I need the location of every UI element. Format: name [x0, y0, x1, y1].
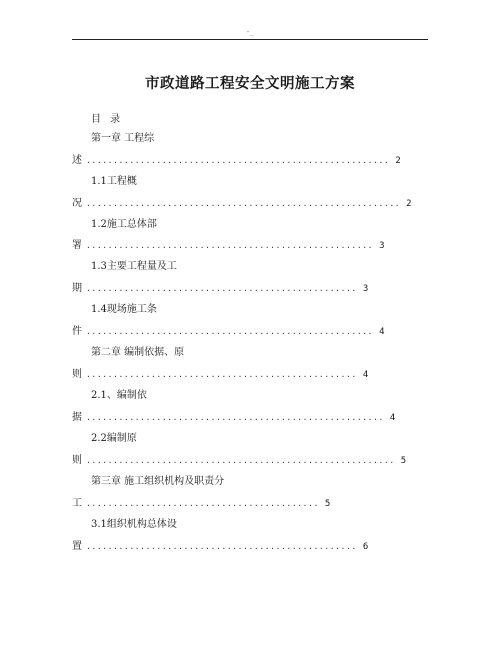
toc-dot-leader: .................................................. — [86, 542, 357, 551]
toc-dot-leader: ..................................................... — [86, 327, 374, 336]
toc-entry-wrap-text: 则 — [72, 455, 82, 466]
toc-page-number: 3 — [362, 284, 369, 294]
toc-entry-wrap-text: 况 — [72, 198, 82, 209]
toc-entry-line[interactable] — [72, 279, 368, 294]
toc-entry-wrap-text: 述 — [72, 155, 82, 166]
toc-entry-title: 第一章 工程综 — [91, 133, 155, 144]
toc-page-number: 4 — [379, 327, 385, 337]
toc-entry-line[interactable] — [72, 537, 368, 552]
toc-entry-line[interactable] — [72, 236, 385, 251]
toc-entry-title: 1.4现场施工条 — [91, 304, 157, 315]
toc-entry-title: 1.1工程概 — [91, 176, 137, 187]
toc-entry-line[interactable] — [72, 408, 395, 423]
toc-entry-title: 2.1、编制依 — [91, 390, 147, 401]
toc-dot-leader: ........................................... — [86, 499, 319, 508]
toc-heading: 目 录 — [91, 114, 124, 125]
toc-entry-line[interactable] — [72, 365, 368, 380]
toc-dot-leader: ........................................................ — [86, 156, 390, 165]
toc-page-number: 5 — [400, 456, 407, 466]
toc-page-number: 6 — [362, 542, 369, 552]
toc-entry-title: 1.2施工总体部 — [91, 219, 157, 230]
toc-entry-title: 1.3主要工程量及工 — [91, 261, 177, 272]
toc-dot-leader: .......................................................... — [86, 199, 401, 208]
toc-page-number: 2 — [406, 199, 412, 209]
toc-entry-title: 2.2编制原 — [91, 433, 137, 444]
toc-dot-leader: ......................................................... — [86, 456, 395, 465]
toc-entry-title: 第三章 施工组织机构及职责分 — [91, 476, 225, 487]
toc-page-number: 5 — [324, 499, 331, 509]
toc-entry-line[interactable] — [72, 494, 330, 509]
toc-entry-wrap-text: 置 — [72, 541, 82, 552]
toc-page-number: 3 — [379, 241, 385, 251]
toc-entry-line[interactable] — [72, 194, 412, 209]
toc-dot-leader: ....................................................... — [86, 413, 384, 422]
toc-dot-leader: .................................................. — [86, 370, 357, 379]
toc-entry-line[interactable] — [72, 151, 401, 166]
toc-entry-line[interactable] — [72, 451, 406, 466]
toc-entry-wrap-text: 署 — [72, 240, 82, 251]
toc-entry-title: 第二章 编制依据、原 — [91, 347, 185, 358]
toc-entry-title: 3.1组织机构总体设 — [91, 519, 177, 530]
header-rule — [72, 39, 428, 40]
toc-entry-line[interactable] — [72, 322, 385, 337]
page-header-mark: -_ — [246, 27, 254, 36]
toc-page-number: 4 — [389, 413, 396, 423]
toc-page-number: 2 — [395, 156, 401, 166]
toc-entry-wrap-text: 工 — [72, 498, 82, 509]
toc-dot-leader: ..................................................... — [86, 241, 374, 250]
toc-dot-leader: .................................................. — [86, 284, 357, 293]
toc-page-number: 4 — [362, 370, 369, 380]
toc-entry-wrap-text: 据 — [72, 412, 82, 423]
document-title: 市政道路工程安全文明施工方案 — [145, 75, 355, 92]
toc-entry-wrap-text: 期 — [72, 283, 82, 294]
toc-entry-wrap-text: 件 — [72, 326, 82, 337]
toc-entry-wrap-text: 则 — [72, 369, 82, 380]
